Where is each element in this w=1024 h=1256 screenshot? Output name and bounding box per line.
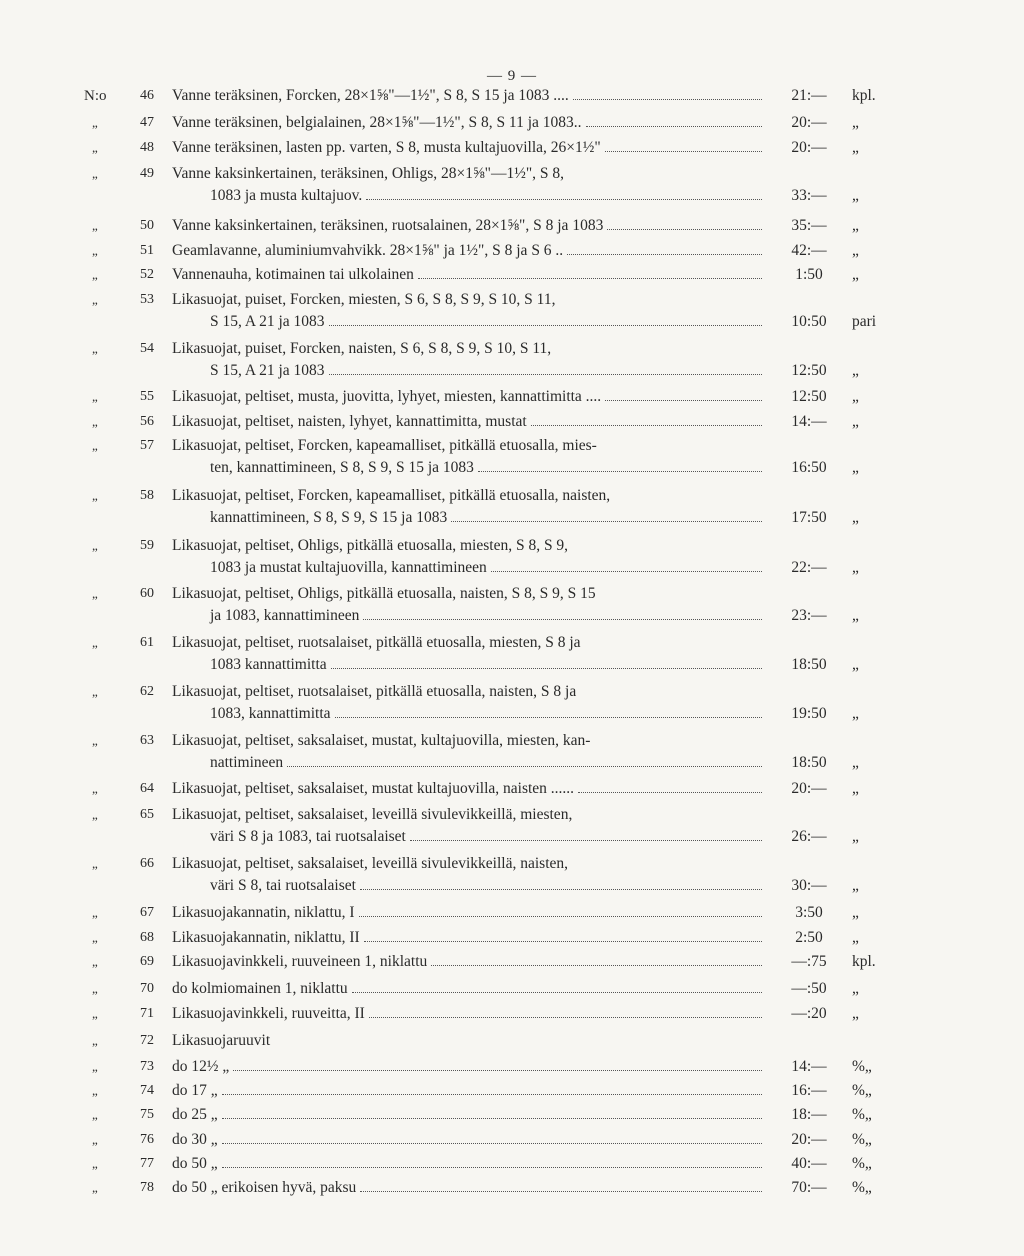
item-price: 10:50 [791, 313, 827, 330]
item-number: 53 [140, 292, 154, 307]
item-label: „ [92, 635, 98, 650]
item-label: „ [92, 218, 98, 233]
item-price: 1:50 [795, 266, 823, 283]
description-line: 1083 ja mustat kultajuovilla, kannattimineen [172, 557, 762, 579]
item-price: 12:50 [791, 388, 827, 405]
dot-leader [364, 927, 762, 942]
item-description [172, 338, 762, 382]
item-label: „ [92, 856, 98, 871]
description-line: kannattimineen, S 8, S 9, S 15 ja 1083 [172, 507, 762, 529]
item-unit: %„ [852, 1106, 872, 1123]
description-line: Likasuojat, peltiset, ruotsalaiset, pitkällä etuosalla, miesten, S 8 ja [172, 634, 581, 651]
item-label: „ [92, 905, 98, 920]
item-label: „ [92, 140, 98, 155]
description-line: 1083 ja musta kultajuov. [172, 185, 762, 207]
item-number: 46 [140, 88, 154, 103]
dot-leader [586, 112, 762, 127]
item-price: 16:50 [791, 459, 827, 476]
dot-leader [222, 1080, 762, 1095]
dot-leader [369, 1003, 762, 1018]
item-price: 35:— [791, 217, 827, 234]
item-label: „ [92, 1107, 98, 1122]
item-label: „ [92, 389, 98, 404]
item-label: „ [92, 115, 98, 130]
item-label: „ [92, 267, 98, 282]
dot-leader [567, 240, 762, 255]
description-line: do 30 „ [172, 1129, 762, 1151]
item-price: 18:50 [791, 754, 827, 771]
item-number: 78 [140, 1180, 154, 1195]
dot-leader [329, 360, 762, 375]
item-number: 73 [140, 1059, 154, 1074]
page-number: — 9 — [487, 68, 537, 84]
item-description [172, 1153, 762, 1175]
description-line: Likasuojakannatin, niklattu, II [172, 927, 762, 949]
item-unit: „ [852, 217, 859, 234]
item-label: „ [92, 1059, 98, 1074]
item-description [172, 535, 762, 579]
dot-leader [491, 557, 762, 572]
item-description [172, 804, 762, 848]
item-unit: „ [852, 904, 859, 921]
dot-leader [222, 1104, 762, 1119]
item-label: „ [92, 807, 98, 822]
item-price: 14:— [791, 413, 827, 430]
item-number: 48 [140, 140, 154, 155]
item-label: „ [92, 954, 98, 969]
item-number: 70 [140, 981, 154, 996]
item-price: —:50 [791, 980, 827, 997]
item-price: 12:50 [791, 362, 827, 379]
item-description [172, 583, 762, 627]
description-line: Vanne teräksinen, Forcken, 28×1⅝"—1½", S 8, S 15 ja 1083 .... [172, 85, 762, 107]
description-line: Vanne kaksinkertainen, teräksinen, Ohligs, 28×1⅝"—1½", S 8, [172, 165, 565, 182]
item-unit: „ [852, 114, 859, 131]
item-number: 50 [140, 218, 154, 233]
item-label: „ [92, 781, 98, 796]
item-description [172, 978, 762, 1000]
item-unit: %„ [852, 1155, 872, 1172]
item-label: „ [92, 684, 98, 699]
item-number: 62 [140, 684, 154, 699]
description-line: Likasuojaruuvit [172, 1032, 271, 1049]
description-line: Likasuojat, peltiset, Ohligs, pitkällä etuosalla, miesten, S 8, S 9, [172, 537, 569, 554]
item-description [172, 1104, 762, 1126]
item-description [172, 215, 762, 237]
item-number: 55 [140, 389, 154, 404]
item-price: 20:— [791, 139, 827, 156]
description-line: Likasuojat, peltiset, saksalaiset, mustat, kultajuovilla, miesten, kan- [172, 732, 591, 749]
item-number: 66 [140, 856, 154, 871]
item-number: 56 [140, 414, 154, 429]
item-description [172, 632, 762, 676]
item-price: 20:— [791, 114, 827, 131]
item-unit: %„ [852, 1131, 872, 1148]
item-description [172, 778, 762, 800]
item-unit: „ [852, 509, 859, 526]
description-line: Likasuojat, puiset, Forcken, miesten, S 6, S 8, S 9, S 10, S 11, [172, 291, 556, 308]
item-number: 51 [140, 243, 154, 258]
item-description [172, 163, 762, 207]
item-unit: %„ [852, 1058, 872, 1075]
item-unit: „ [852, 139, 859, 156]
dot-leader [605, 386, 762, 401]
item-number: 67 [140, 905, 154, 920]
item-description [172, 951, 762, 973]
item-price: 14:— [791, 1058, 827, 1075]
item-number: 49 [140, 166, 154, 181]
item-price: 20:— [791, 780, 827, 797]
description-line: Likasuojat, peltiset, saksalaiset, mustat kultajuovilla, naisten ...... [172, 778, 762, 800]
item-price: 42:— [791, 242, 827, 259]
description-line: Likasuojat, peltiset, Forcken, kapeamalliset, pitkällä etuosalla, naisten, [172, 487, 611, 504]
item-label: „ [92, 166, 98, 181]
item-price: —:20 [791, 1005, 827, 1022]
item-description [172, 386, 762, 408]
item-price: 18:50 [791, 656, 827, 673]
item-number: 74 [140, 1083, 154, 1098]
item-label: „ [92, 981, 98, 996]
item-description [172, 264, 762, 286]
description-line: Vannenauha, kotimainen tai ulkolainen [172, 264, 762, 286]
description-line: Likasuojat, peltiset, naisten, lyhyet, kannattimitta, mustat [172, 411, 762, 433]
dot-leader [605, 137, 762, 152]
item-unit: „ [852, 266, 859, 283]
dot-leader [410, 826, 762, 841]
description-line: do 17 „ [172, 1080, 762, 1102]
description-line: Vanne kaksinkertainen, teräksinen, ruotsalainen, 28×1⅝", S 8 ja 1083 [172, 215, 762, 237]
item-unit: kpl. [852, 953, 876, 970]
item-description [172, 137, 762, 159]
item-label: „ [92, 1006, 98, 1021]
item-unit: „ [852, 656, 859, 673]
description-line: Likasuojat, peltiset, ruotsalaiset, pitkällä etuosalla, naisten, S 8 ja [172, 683, 577, 700]
item-label: „ [92, 438, 98, 453]
description-line: Likasuojat, peltiset, saksalaiset, leveillä sivulevikkeillä, naisten, [172, 855, 569, 872]
dot-leader [287, 752, 762, 767]
item-unit: „ [852, 559, 859, 576]
description-line: S 15, A 21 ja 1083 [172, 360, 762, 382]
dot-leader [233, 1056, 762, 1071]
item-price: 40:— [791, 1155, 827, 1172]
item-label: „ [92, 733, 98, 748]
item-description [172, 1056, 762, 1078]
item-number: 65 [140, 807, 154, 822]
description-line: väri S 8 ja 1083, tai ruotsalaiset [172, 826, 762, 848]
dot-leader [352, 978, 762, 993]
description-line: väri S 8, tai ruotsalaiset [172, 875, 762, 897]
item-price: 18:— [791, 1106, 827, 1123]
item-description [172, 730, 762, 774]
item-label: „ [92, 414, 98, 429]
item-description [172, 1080, 762, 1102]
item-label: „ [92, 538, 98, 553]
item-label: „ [92, 341, 98, 356]
description-line: Likasuojat, puiset, Forcken, naisten, S 6, S 8, S 9, S 10, S 11, [172, 340, 552, 357]
item-label: „ [92, 488, 98, 503]
description-line: Likasuojavinkkeli, ruuveitta, II [172, 1003, 762, 1025]
item-unit: „ [852, 607, 859, 624]
item-label: „ [92, 1083, 98, 1098]
item-number: 77 [140, 1156, 154, 1171]
dot-leader [431, 951, 762, 966]
item-unit: „ [852, 980, 859, 997]
dot-leader [366, 185, 762, 200]
item-unit: „ [852, 1005, 859, 1022]
item-unit: „ [852, 388, 859, 405]
item-price: —:75 [791, 953, 827, 970]
dot-leader [607, 215, 762, 230]
item-description [172, 485, 762, 529]
item-unit: „ [852, 780, 859, 797]
item-label: „ [92, 1132, 98, 1147]
item-price: 23:— [791, 607, 827, 624]
description-line: Likasuojat, peltiset, Forcken, kapeamalliset, pitkällä etuosalla, mies- [172, 437, 597, 454]
item-unit: kpl. [852, 87, 876, 104]
item-description [172, 435, 762, 479]
item-number: 58 [140, 488, 154, 503]
item-unit: %„ [852, 1082, 872, 1099]
description-line: Geamlavanne, aluminiumvahvikk. 28×1⅝" ja 1½", S 8 ja S 6 .. [172, 240, 762, 262]
description-line: nattimineen [172, 752, 762, 774]
item-label: „ [92, 292, 98, 307]
description-line: Likasuojakannatin, niklattu, I [172, 902, 762, 924]
description-line: Likasuojat, peltiset, musta, juovitta, lyhyet, miesten, kannattimitta .... [172, 386, 762, 408]
item-label: „ [92, 1033, 98, 1048]
description-line: Likasuojat, peltiset, Ohligs, pitkällä etuosalla, naisten, S 8, S 9, S 15 [172, 585, 596, 602]
item-description [172, 85, 762, 107]
dot-leader [531, 411, 762, 426]
item-price: 17:50 [791, 509, 827, 526]
dot-leader [331, 654, 762, 669]
item-description [172, 240, 762, 262]
dot-leader [222, 1153, 762, 1168]
description-line: 1083, kannattimitta [172, 703, 762, 725]
dot-leader [335, 703, 762, 718]
item-label: „ [92, 1180, 98, 1195]
dot-leader [451, 507, 762, 522]
item-number: 63 [140, 733, 154, 748]
item-unit: „ [852, 362, 859, 379]
item-price: 2:50 [795, 929, 823, 946]
item-price: 26:— [791, 828, 827, 845]
item-number: 69 [140, 954, 154, 969]
description-line: ten, kannattimineen, S 8, S 9, S 15 ja 1083 [172, 457, 762, 479]
item-number: 61 [140, 635, 154, 650]
item-number: 47 [140, 115, 154, 130]
item-price: 33:— [791, 187, 827, 204]
item-number: 57 [140, 438, 154, 453]
description-line: do 50 „ [172, 1153, 762, 1175]
description-line: do 25 „ [172, 1104, 762, 1126]
item-price: 21:— [791, 87, 827, 104]
item-description [172, 1129, 762, 1151]
item-number: 72 [140, 1033, 154, 1048]
item-price: 19:50 [791, 705, 827, 722]
dot-leader [360, 1177, 762, 1192]
dot-leader [363, 605, 762, 620]
dot-leader [418, 264, 762, 279]
item-price: 16:— [791, 1082, 827, 1099]
item-number: 54 [140, 341, 154, 356]
item-description [172, 1177, 762, 1199]
item-unit: pari [852, 313, 877, 330]
item-label: „ [92, 586, 98, 601]
item-unit: „ [852, 459, 859, 476]
item-number: 76 [140, 1132, 154, 1147]
item-price: 70:— [791, 1179, 827, 1196]
item-number: 60 [140, 586, 154, 601]
item-unit: „ [852, 242, 859, 259]
description-line: Vanne teräksinen, belgialainen, 28×1⅝"—1½", S 8, S 11 ja 1083.. [172, 112, 762, 134]
description-line: 1083 kannattimitta [172, 654, 762, 676]
description-line: do kolmiomainen 1, niklattu [172, 978, 762, 1000]
description-line: Vanne teräksinen, lasten pp. varten, S 8, musta kultajuovilla, 26×1½" [172, 137, 762, 159]
item-unit: „ [852, 754, 859, 771]
dot-leader [573, 85, 762, 100]
description-line: S 15, A 21 ja 1083 [172, 311, 762, 333]
item-description [172, 902, 762, 924]
item-number: 75 [140, 1107, 154, 1122]
item-price: 20:— [791, 1131, 827, 1148]
description-line: do 50 „ erikoisen hyvä, paksu [172, 1177, 762, 1199]
item-number: 68 [140, 930, 154, 945]
item-label: N:o [84, 88, 107, 104]
dot-leader [329, 311, 762, 326]
item-price: 22:— [791, 559, 827, 576]
item-unit: „ [852, 413, 859, 430]
item-unit: „ [852, 705, 859, 722]
item-description [172, 927, 762, 949]
dot-leader [578, 778, 762, 793]
description-line: Likasuojavinkkeli, ruuveineen 1, niklattu [172, 951, 762, 973]
item-description [172, 681, 762, 725]
item-unit: „ [852, 828, 859, 845]
dot-leader [478, 457, 762, 472]
description-line: ja 1083, kannattimineen [172, 605, 762, 627]
item-label: „ [92, 243, 98, 258]
item-label: „ [92, 930, 98, 945]
item-unit: „ [852, 187, 859, 204]
item-description [172, 289, 762, 333]
item-price: 30:— [791, 877, 827, 894]
dot-leader [360, 875, 762, 890]
item-number: 71 [140, 1006, 154, 1021]
item-number: 64 [140, 781, 154, 796]
item-price: 3:50 [795, 904, 823, 921]
description-line: Likasuojat, peltiset, saksalaiset, leveillä sivulevikkeillä, miesten, [172, 806, 573, 823]
item-description [172, 1030, 762, 1052]
item-description [172, 853, 762, 897]
dot-leader [359, 902, 762, 917]
item-description [172, 411, 762, 433]
item-unit: „ [852, 929, 859, 946]
description-line: do 12½ „ [172, 1056, 762, 1078]
item-label: „ [92, 1156, 98, 1171]
item-number: 52 [140, 267, 154, 282]
item-number: 59 [140, 538, 154, 553]
item-unit: %„ [852, 1179, 872, 1196]
item-description [172, 1003, 762, 1025]
dot-leader [222, 1129, 762, 1144]
item-description [172, 112, 762, 134]
item-unit: „ [852, 877, 859, 894]
